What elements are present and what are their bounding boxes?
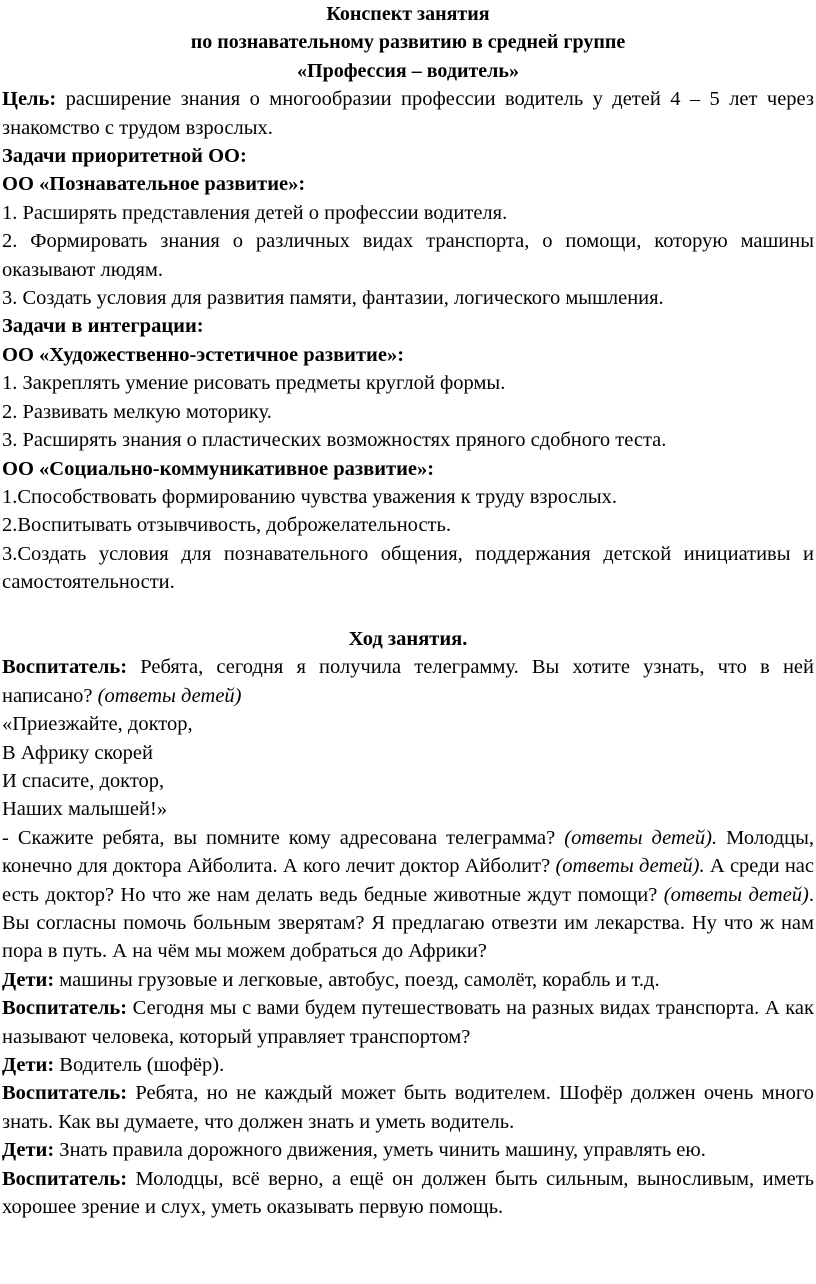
lesson-paragraph-3: Дети: машины грузовые и легковые, автобус, поезд, самолёт, корабль и т.д. xyxy=(2,968,660,991)
social-item-3: 3.Создать условия для познавательного общения, поддержания детской инициативы и самостоятельности. xyxy=(2,542,814,594)
social-item-1: 1.Способствовать формированию чувства уважения к труду взрослых. xyxy=(2,485,617,508)
lesson-paragraph-2: - Скажите ребята, вы помните кому адресована телеграмма? (ответы детей). Молодцы, конечно для доктора Айболита. А кого лечит доктор Айболит? (ответы детей). А среди нас есть доктор? Но что же нам делать ведь бедные животные ждут помощи? (ответы детей). Вы согласны помочь больным зверятам? Я предлагаю отвезти им лекарства. Ну что ж нам пора в путь. А на чём мы можем добраться до Африки? xyxy=(2,826,815,963)
social-area: ОО «Социально-коммуникативное развитие»: xyxy=(2,457,435,480)
document-title xyxy=(2,0,814,85)
lesson-paragraph-5: Дети: Водитель (шофёр). xyxy=(2,1054,225,1077)
title-line-2: по познавательному развитию в средней группе xyxy=(190,31,626,54)
spacer xyxy=(2,597,814,625)
lesson-heading: Ход занятия. xyxy=(348,627,468,650)
art-item-3: 3. Расширять знания о пластических возможностях пряного сдобного теста. xyxy=(2,429,667,452)
integration-heading: Задачи в интеграции: xyxy=(2,315,204,338)
goal-paragraph xyxy=(2,85,814,142)
title-line-1: Конспект занятия xyxy=(326,3,490,25)
social-item-2: 2.Воспитывать отзывчивость, доброжелательность. xyxy=(2,514,451,537)
title-line-3: «Профессия – водитель» xyxy=(297,59,519,82)
art-item-1: 1. Закреплять умение рисовать предметы круглой формы. xyxy=(2,372,506,395)
priority-item-1: 1. Расширять представления детей о профессии водителя. xyxy=(2,201,508,224)
art-item-2: 2. Развивать мелкую моторику. xyxy=(2,400,272,423)
lesson-paragraph-1: Воспитатель: Ребята, сегодня я получила телеграмму. Вы хотите узнать, что в ней написано? (ответы детей) xyxy=(2,656,814,707)
poem-line-4: Наших малышей!» xyxy=(2,798,168,821)
lesson-paragraph-8: Воспитатель: Молодцы, всё верно, а ещё он должен быть сильным, выносливым, иметь хорошее зрение и слух, уметь оказывать первую помощь. xyxy=(2,1167,814,1219)
poem-line-2: В Африку скорей xyxy=(2,741,153,764)
lesson-paragraph-4: Воспитатель: Сегодня мы с вами будем путешествовать на разных видах транспорта. А как называют человека, который управляет транспортом? xyxy=(2,997,814,1048)
priority-item-3: 3. Создать условия для развития памяти, фантазии, логического мышления. xyxy=(2,287,664,310)
lesson-paragraph-7: Дети: Знать правила дорожного движения, уметь чинить машину, управлять ею. xyxy=(2,1139,706,1162)
priority-area: ОО «Познавательное развитие»: xyxy=(2,173,306,196)
priority-heading: Задачи приоритетной ОО: xyxy=(2,145,247,168)
goal-text: расширение знания о многообразии профессии водитель у детей 4 – 5 лет через знакомство с трудом взрослых. xyxy=(2,88,814,139)
goal-label: Цель: xyxy=(2,88,57,111)
art-area: ОО «Художественно-эстетичное развитие»: xyxy=(2,343,405,366)
poem-line-3: И спасите, доктор, xyxy=(2,769,165,792)
poem-line-1: «Приезжайте, доктор, xyxy=(2,713,193,736)
lesson-paragraph-6: Воспитатель: Ребята, но не каждый может быть водителем. Шофёр должен очень много знать. Как вы думаете, что должен знать и уметь водитель. xyxy=(2,1082,814,1133)
priority-item-2: 2. Формировать знания о различных видах транспорта, о помощи, которую машины оказывают людям. xyxy=(2,230,814,281)
